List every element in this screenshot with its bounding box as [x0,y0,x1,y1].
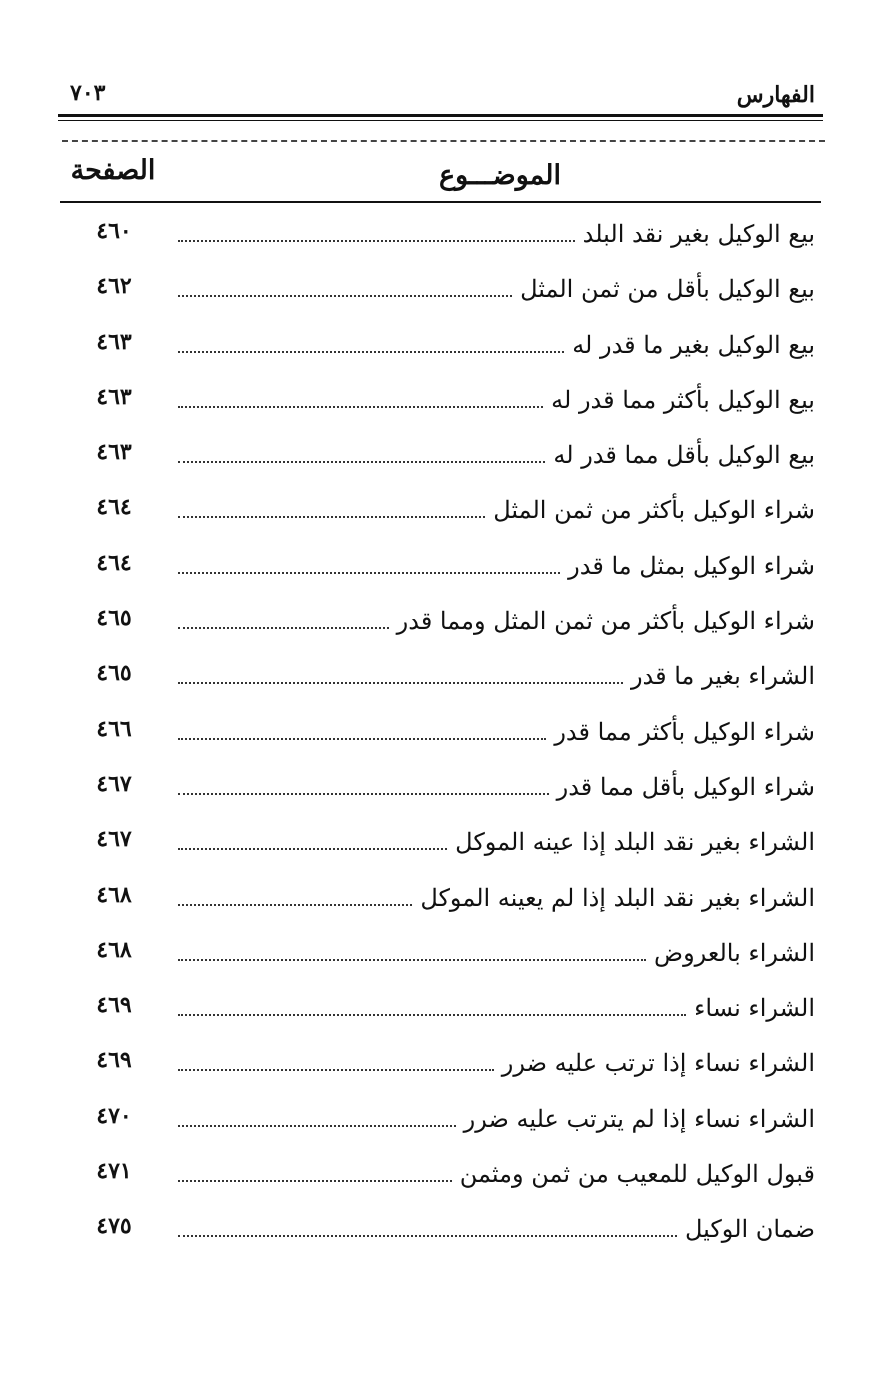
index-entry [0,706,873,761]
index-entry [0,650,873,705]
dot-leader [178,627,389,629]
entry-page-number: ٤٧٠ [96,1102,132,1129]
dot-leader [178,461,545,463]
index-entry [0,761,873,816]
index-entry [0,429,873,484]
entry-topic: الشراء بغير نقد البلد إذا لم يعينه الموكل [420,883,815,912]
entry-page-number: ٤٦٣ [96,383,132,410]
dot-leader [178,959,646,961]
dot-leader [178,351,564,353]
entry-topic: بيع الوكيل بأقل مما قدر له [553,441,815,470]
entry-topic: ضمان الوكيل [684,1215,815,1244]
dot-leader [178,295,512,297]
index-entry [0,872,873,927]
entry-page-number: ٤٦٧ [96,770,132,797]
dot-leader [178,1014,686,1016]
entry-topic: شراء الوكيل بأقل مما قدر [556,772,815,801]
index-entry [0,540,873,595]
column-header-topic: الموضـــوع [438,160,561,191]
entry-page-number: ٤٦٧ [96,826,132,853]
entry-page-number: ٤٦٣ [96,328,132,355]
column-header-page: الصفحة [70,155,156,186]
entry-topic: شراء الوكيل بأكثر من ثمن المثل [493,496,815,525]
entry-topic: الشراء نساء إذا ترتب عليه ضرر [501,1049,815,1078]
entry-topic: بيع الوكيل بغير نقد البلد [582,220,815,248]
entry-page-number: ٤٦٦ [96,715,132,742]
column-header-underline [60,201,821,203]
dot-leader [178,904,412,906]
dot-leader [178,516,485,518]
index-entry [0,263,873,318]
index-entry [0,595,873,650]
index-entry [0,982,873,1037]
entry-page-number: ٤٦٨ [96,881,132,908]
entry-page-number: ٤٦٨ [96,936,132,963]
dot-leader [178,406,543,408]
entry-page-number: ٤٦٣ [96,439,132,466]
entry-topic: الشراء بغير نقد البلد إذا عينه الموكل [455,828,815,857]
dot-leader [178,1125,456,1127]
entry-page-number: ٤٧١ [96,1158,132,1185]
index-entry [0,484,873,539]
entry-page-number: ٤٦٤ [96,494,132,521]
entry-page-number: ٤٦٩ [96,1047,132,1074]
dashed-divider [62,140,825,142]
dot-leader [178,738,546,740]
entry-topic: الشراء نساء [694,994,815,1023]
dot-leader [178,793,549,795]
header-rule-thick [58,114,823,117]
index-entry [0,208,873,263]
dot-leader [178,572,560,574]
entry-topic: قبول الوكيل للمعيب من ثمن ومثمن [459,1160,815,1189]
entry-page-number: ٤٦٢ [96,273,132,300]
index-entry [0,816,873,871]
dot-leader [178,1235,677,1237]
entry-topic: الشراء بغير ما قدر [630,662,815,691]
dot-leader [178,848,447,850]
entry-page-number: ٤٦٤ [96,549,132,576]
entry-page-number: ٤٦٠ [96,218,132,244]
entry-topic: بيع الوكيل بغير ما قدر له [572,330,815,359]
index-entry [0,927,873,982]
entry-topic: بيع الوكيل بأقل من ثمن المثل [520,275,815,304]
dot-leader [178,1069,494,1071]
entry-topic: بيع الوكيل بأكثر مما قدر له [551,385,815,414]
dot-leader [178,240,575,242]
running-header [58,78,823,118]
index-entry [0,374,873,429]
index-entry [0,1093,873,1148]
entry-topic: شراء الوكيل بمثل ما قدر [568,551,815,580]
dot-leader [178,1180,452,1182]
entry-page-number: ٤٦٥ [96,660,132,687]
header-rule-thin [58,120,823,121]
entry-page-number: ٤٦٥ [96,605,132,632]
entry-topic: الشراء نساء إذا لم يترتب عليه ضرر [463,1104,815,1133]
running-header-title: الفهارس [736,82,815,108]
index-entries [0,208,873,1259]
page-number: ٧٠٣ [70,80,106,106]
index-entry [0,1203,873,1258]
entry-page-number: ٤٦٩ [96,992,132,1019]
dot-leader [178,682,623,684]
entry-topic: شراء الوكيل بأكثر من ثمن المثل ومما قدر [396,607,815,636]
entry-topic: الشراء بالعروض [654,938,815,967]
index-entry [0,1037,873,1092]
index-entry [0,319,873,374]
entry-page-number: ٤٧٥ [96,1213,132,1240]
index-entry [0,1148,873,1203]
entry-topic: شراء الوكيل بأكثر مما قدر [554,717,815,746]
